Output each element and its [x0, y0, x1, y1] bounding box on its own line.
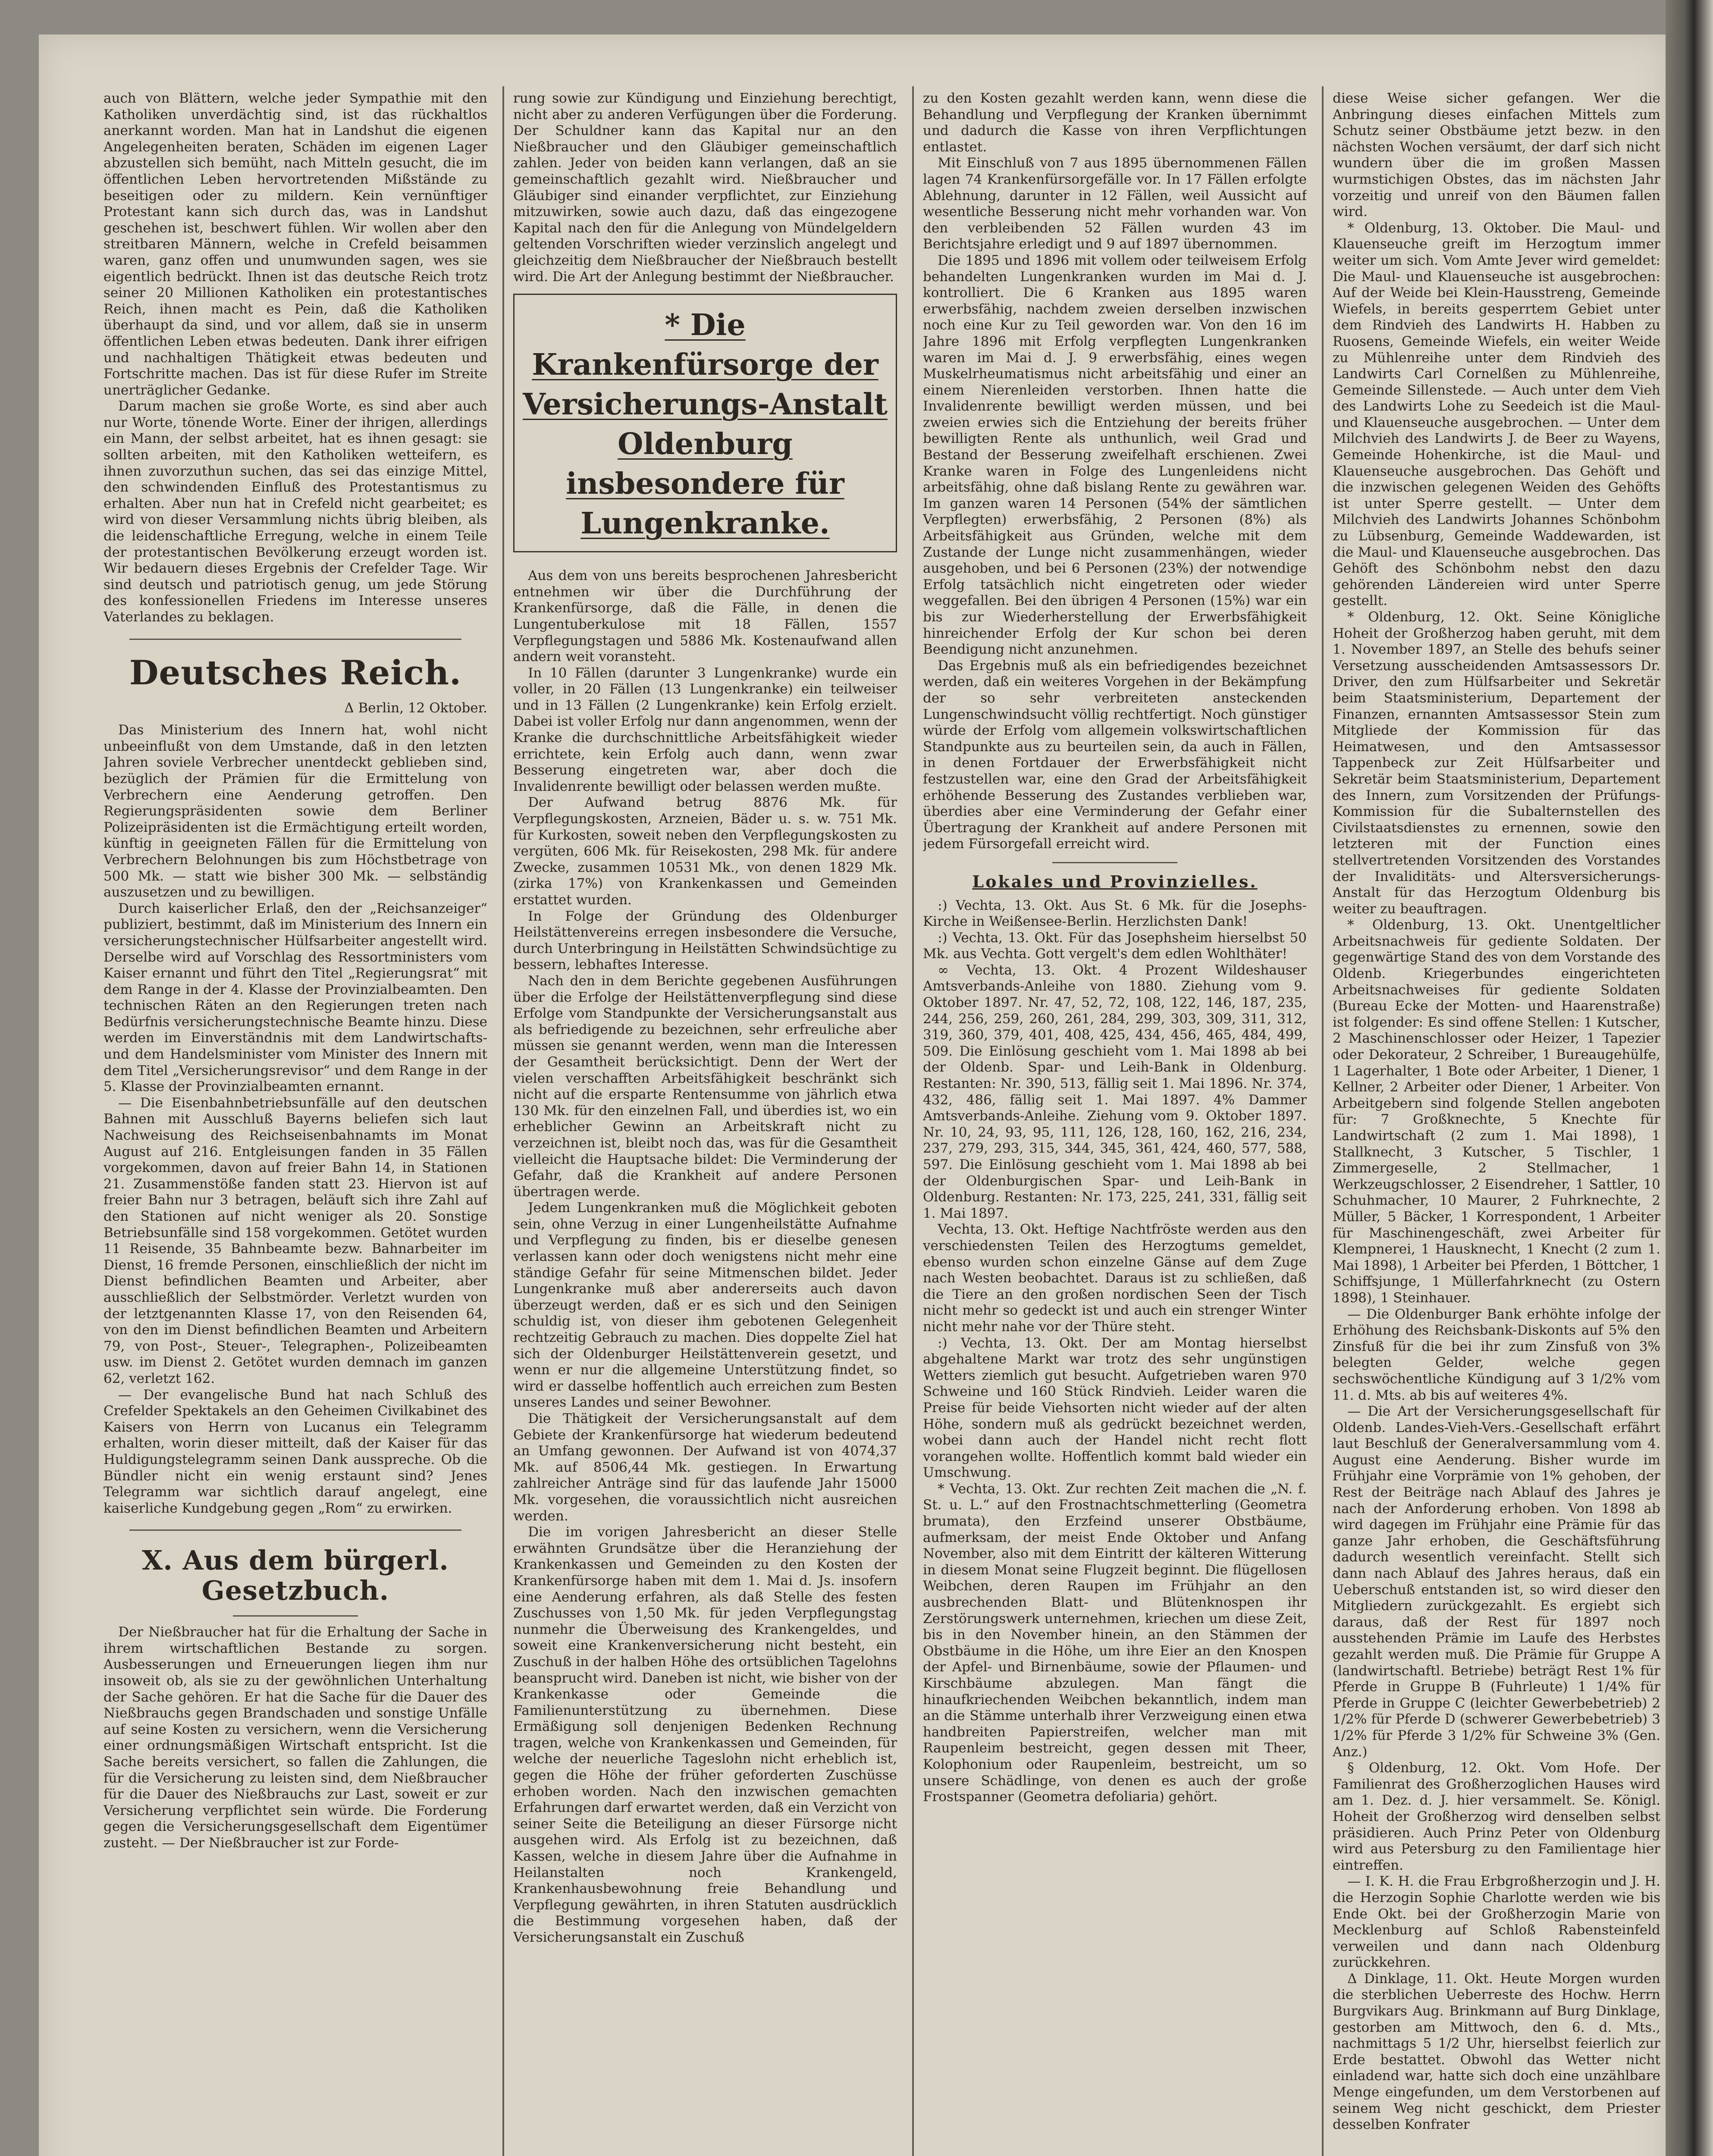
divider: [233, 1615, 358, 1617]
paragraph: :) Vechta, 13. Okt. Der am Montag hierselbst abgehaltene Markt war trotz des sehr ungünstigen Wetters ziemlich gut besucht. Aufgetrieben waren 970 Schweine und 160 Stück Rindvieh. Leider waren die Preise für beide Viehsorten nicht wieder auf der alten Höhe, sondern muß als gedrückt bezeichnet werden, wobei dann auch der Handel nicht recht flott vorangehen wollte. Hoffentlich kommt bald wieder ein Umschwung.: [923, 1335, 1307, 1481]
paragraph: ∞ Vechta, 13. Okt. 4 Prozent Wildeshauser Amtsverbands-Anleihe von 1880. Ziehung vom 9. Oktober 1897. Nr. 47, 52, 72, 108, 122, 146, 187, 235, 244, 256, 259, 260, 261, 284, 299, 303, 309, 311, 312, 319, 360, 379, 401, 408, 425, 434, 456, 465, 484, 499, 509. Die Einlösung geschieht vom 1. Mai 1898 ab bei der Oldenb. Spar- und Leih-Bank in Oldenburg. Restanten: Nr. 390, 513, fällig seit 1. Mai 1896. Nr. 374, 432, 486, fällig seit 1. Mai 1897. 4% Dammer Amtsverbands-Anleihe. Ziehung vom 9. Oktober 1897. Nr. 10, 24, 93, 95, 111, 126, 128, 160, 162, 216, 234, 237, 279, 293, 315, 344, 345, 361, 424, 460, 577, 588, 597. Die Einlösung geschieht vom 1. Mai 1898 ab bei der Oldenburgischen Spar- und Leih-Bank in Oldenburg. Restanten: Nr. 173, 225, 241, 331, fällig seit 1. Mai 1897.: [923, 962, 1307, 1221]
dateline: Δ Berlin, 12 Oktober.: [344, 700, 487, 716]
paragraph: Die im vorigen Jahresbericht an dieser Stelle erwähnten Grundsätze über die Heranziehung der Krankenkassen und Gemeinden zu den Kosten der Krankenfürsorge haben mit dem 1. Mai d. Js. insofern eine Aenderung erfahren, als daß Stelle des festen Zuschusses von 1,50 Mk. für jeden Verpflegungstag nunmehr die Überweisung des Krankengeldes, und soweit eine Krankenversicherung nicht besteht, ein Zuschuß in der halben Höhe des ortsüblichen Tagelohns beansprucht wird. Daneben ist nicht, wie bisher von der Krankenkasse oder Gemeinde die Familienunterstützung zu übernehmen. Diese Ermäßigung soll denjenigen Bedenken Rechnung tragen, welche von Krankenkassen und Gemeinden, für welche der neuerliche Tageslohn nicht erheblich ist, gegen die Höhe der früher geforderten Zuschüsse erhoben worden. Nach den inzwischen gemachten Erfahrungen darf erwartet werden, daß ein Verzicht von seiner Seite die Beteiligung an dieser Fürsorge nicht ausgehen wird. Als Erfolg ist zu bezeichnen, daß Kassen, welche in diesem Jahre über die Aufnahme in Heilanstalten noch Krankengeld, Krankenhausbewohnung freie Behandlung und Verpflegung gewährten, in ihren Statuten ausdrücklich die Bestimmung vorgesehen haben, daß der Versicherungsanstalt ein Zuschuß: [513, 1524, 897, 1945]
column-3: [923, 91, 1307, 2156]
newspaper-page: [39, 34, 1669, 2156]
divider: [1052, 862, 1177, 863]
paragraph: * Oldenburg, 12. Okt. Seine Königliche Hoheit der Großherzog haben geruht, mit dem 1. November 1897, an Stelle des behufs seiner Versetzung ausscheidenden Amtsassessors Dr. Driver, den zum Hülfsarbeiter und Sekretär beim Staatsministerium, Departement der Finanzen, ernannten Amtsassessor Stein zum Mitgliede der Kommission für das Heimatwesen, und den Amtsassessor Tappenbeck zur Zeit Hülfsarbeiter und Sekretär beim Staatsministerium, Departement des Innern, zum Vorsitzenden der Prüfungs-Kommission für die Subalternstellen des Civilstaatsdienstes zu ernennen, sowie den letzteren mit der Function eines stellvertretenden Vorsitzenden des Vorstandes der Invaliditäts- und Altersversicherungs-Anstalt für das Herzogtum Oldenburg bis weiter zu beauftragen.: [1333, 609, 1660, 917]
paragraph: Δ Dinklage, 11. Okt. Heute Morgen wurden die sterblichen Ueberreste des Hochw. Herrn Burgvikars Aug. Brinkmann auf Burg Dinklage, gestorben am Mittwoch, den 6. d. Mts., nachmittags 5 1/2 Uhr, hierselbst feierlich zur Erde bestattet. Obwohl das Wetter nicht einladend war, hatte sich doch eine unzählbare Menge eingefunden, um dem Verstorbenen auf seinem Weg nicht geschickt, dem Priester desselben Konfrater: [1333, 1971, 1660, 2133]
column-rule: [912, 86, 914, 2156]
paragraph: Aus dem von uns bereits besprochenen Jahresbericht entnehmen wir über die Durchführung der Krankenfürsorge, daß die Fälle, in denen die Lungentuberkulose mit 18 Fällen, 1557 Verpflegungstagen und 5886 Mk. Kostenaufwand allen andern weit voransteht.: [513, 568, 897, 665]
paragraph: Mit Einschluß von 7 aus 1895 übernommenen Fällen lagen 74 Krankenfürsorgefälle vor. In 17 Fällen erfolgte Ablehnung, darunter in 12 Fällen, weil Aussicht auf wesentliche Besserung nicht mehr vorhanden war. Von den verbleibenden 52 Fällen wurden 43 im Berichtsjahre erledigt und 9 auf 1897 übernommen.: [923, 155, 1307, 252]
paragraph: § Oldenburg, 12. Okt. Vom Hofe. Der Familienrat des Großherzoglichen Hauses wird am 1. Dez. d. J. hier versammelt. Se. Königl. Hoheit der Großherzog wird denselben selbst präsidieren. Auch Prinz Peter von Oldenburg wird aus Petersburg zu den Familientage hier eintreffen.: [1333, 1760, 1660, 1873]
paragraph: Vechta, 13. Okt. Heftige Nachtfröste werden aus den verschiedensten Teilen des Herzogtums gemeldet, ebenso wurden schon einzelne Gänse auf dem Zuge nach Westen beobachtet. Daraus ist zu schließen, daß die Tiere an den großen nordischen Seen der Tisch nicht mehr so gedeckt ist und auch ein strenger Winter nicht mehr nahe vor der Thüre steht.: [923, 1222, 1307, 1335]
paragraph: Die 1895 und 1896 mit vollem oder teilweisem Erfolg behandelten Lungenkranken wurden im Mai d. J. kontrolliert. Die 6 Kranken aus 1895 waren erwerbsfähig, nachdem zweien derselben inzwischen noch eine Kur zu Teil geworden war. Von den 16 im Jahre 1896 mit Erfolg verpflegten Lungenkranken waren im Mai d. J. 9 erwerbsfähig, eines wegen Muskelrheumatismus nicht arbeitsfähig und einer an einem Nierenleiden verstorben. Ihnen hatte die Invalidenrente bewilligt werden müssen, und bei zweien erwies sich die Entziehung der bereits früher bewilligten Rente als unthunlich, weil Grad und Bestand der Besserung zweifelhaft erschienen. Zwei Kranke waren in Folge des Lungenleidens nicht arbeitsfähig, ohne daß bislang Rente zu gewähren war. Im ganzen waren 14 Personen (54% der sämtlichen Verpflegten) erwerbsfähig, 2 Personen (8%) als Arbeitsfähigkeit aus Gründen, welche mit dem Zustande der Lunge nicht zusammenhängen, wieder ausgehoben, und bei 6 Personen (23%) der notwendige Erfolg tatsächlich nicht eingetreten oder wieder weggefallen. Bei den übrigen 4 Personen (15%) war ein bis zur Wiederherstellung der Erwerbsfähigkeit hinreichender Erfolg der Kur schon bei deren Beendigung nicht anzunehmen.: [923, 252, 1307, 658]
column-rule: [502, 86, 504, 2156]
paragraph: Das Ministerium des Innern hat, wohl nicht unbeeinflußt von dem Umstande, daß in den letzten Jahren soviele Verbrecher unentdeckt geblieben sind, bezüglich der Prämien für die Ermittelung von Verbrechern eine Aenderung getroffen. Den Regierungspräsidenten sowie dem Berliner Polizeipräsidenten ist die Ermächtigung erteilt worden, künftig in geeigneten Fällen für die Ermittelung von Verbrechern Belohnungen bis zum Höchstbetrage von 500 Mk. — statt wie bisher 300 Mk. — selbständig auszusetzen und zu bewilligen.: [104, 722, 487, 900]
col1-top-text: [104, 91, 487, 626]
paragraph: In 10 Fällen (darunter 3 Lungenkranke) wurde ein voller, in 20 Fällen (13 Lungenkranke) ein teilweiser und in 13 Fällen (2 Lungenkranke) kein Erfolg erzielt. Dabei ist voller Erfolg nur dann angenommen, wenn der Kranke die durchschnittliche Arbeitsfähigkeit wieder errichtete, kein Erfolg auch dann, wenn zwar Besserung eingetreten war, aber doch die Invalidenrente bewilligt oder belassen werden mußte.: [513, 665, 897, 794]
paragraph: Der Nießbraucher hat für die Erhaltung der Sache in ihrem wirtschaftlichen Bestande zu sorgen. Ausbesserungen und Erneuerungen liegen ihm nur insoweit ob, als sie zu der gewöhnlichen Unterhaltung der Sache gehören. Er hat die Sache für die Dauer des Nießbrauchs gegen Brandschaden und sonstige Unfälle auf seine Kosten zu versichern, wenn die Versicherung einer ordnungsmäßigen Wirtschaft entspricht. Ist die Sache bereits versichert, so fallen die Zahlungen, die für die Versicherung zu leisten sind, dem Nießbraucher für die Dauer des Nießbrauchs zur Last, soweit er zur Versicherung verpflichtet sein würde. Die Forderung gegen die Versicherungsgesellschaft dem Eigentümer zusteht. — Der Nießbraucher ist zur Forde-: [104, 1624, 487, 1851]
section-title-deutsches-reich: Deutsches Reich.: [129, 653, 462, 693]
paragraph: * Vechta, 13. Okt. Zur rechten Zeit machen die „N. f. St. u. L.“ auf den Frostnachtschmetterling (Geometra brumata), den Erzfeind unserer Obstbäume, aufmerksam, der meist Ende Oktober und Anfang November, also mit dem Eintritt der kälteren Witterung in diesem Monat seine Flugzeit beginnt. Die flügellosen Weibchen, deren Raupen im Frühjahr an den ausbrechenden Blatt- und Blütenknospen ihr Zerstörungswerk unternehmen, kriechen um diese Zeit, bis in den November hinein, an den Stämmen der Obstbäume in die Höhe, um ihre Eier an den Knospen der Apfel- und Birnenbäume, sowie der Pflaumen- und Kirschbäume abzulegen. Man fängt die hinaufkriechenden Weibchen bekanntlich, indem man an die Stämme unterhalb ihrer Verzweigung einen etwa handbreiten Papierstreifen, welcher man mit Raupenleim bestreicht, gegen dessen mit Theer, Kolophonium oder Raupenleim, bestreicht, um so unsere Schädlinge, von denen es auch der große Frostspanner (Geometra defoliaria) gehört.: [923, 1481, 1307, 1805]
paragraph: zu den Kosten gezahlt werden kann, wenn diese die Behandlung und Verpflegung der Kranken übernimmt und dadurch die Kasse von ihren Verpflichtungen entlastet.: [923, 91, 1307, 155]
paragraph: — Die Oldenburger Bank erhöhte infolge der Erhöhung des Reichsbank-Diskonts auf 5% den Zinsfuß für die bei ihr zum Zinsfuß von 3% belegten Gelder, welche gegen sechswöchentliche Kündigung auf 3 1/2% vom 11. d. Mts. ab bis auf weiteres 4%.: [1333, 1306, 1660, 1403]
divider: [129, 639, 461, 640]
paragraph: Der Aufwand betrug 8876 Mk. für Verpflegungskosten, Arzneien, Bäder u. s. w. 751 Mk. für Kurkosten, soweit neben den Verpflegungskosten zu vergüten, 606 Mk. für Reisekosten, 298 Mk. für andere Zwecke, zusammen 10531 Mk., von denen 1829 Mk. (zirka 17%) von Krankenkassen und Gemeinden erstattet wurden.: [513, 795, 897, 908]
paragraph: Das Ergebnis muß als ein befriedigendes bezeichnet werden, daß ein weiteres Vorgehen in der Bekämpfung der so sehr verbreiteten ansteckenden Lungenschwindsucht völlig rechtfertigt. Noch günstiger würde der Erfolg vom allgemein volkswirtschaftlichen Standpunkte aus zu beurteilen sein, da auch in Fällen, in denen Fortdauer der Erwerbsfähigkeit nicht festzustellen war, eine den Grad der Arbeitsfähigkeit erhöhende Besserung des Zustandes verblieben war, überdies aber eine Verminderung der Gefahr einer Übertragung der Krankheit auf andere Personen mit jedem Fürsorgefall erreicht wird.: [923, 658, 1307, 852]
paragraph: — I. K. H. die Frau Erbgroßherzogin und J. H. die Herzogin Sophie Charlotte werden wie bis Ende Okt. bei der Großherzogin Marie von Mecklenburg auf Schloß Rabensteinfeld verweilen und dann nach Oldenburg zurückkehren.: [1333, 1874, 1660, 1971]
divider: [129, 1529, 461, 1531]
article-title-krankenfuersorge: * Die Krankenfürsorge der Versicherungs-Anstalt Oldenburg insbesondere für Lungenkranke.: [513, 294, 897, 552]
column-2: [513, 91, 897, 2156]
column-4: [1333, 91, 1660, 2156]
column-rule: [1322, 86, 1324, 2156]
paragraph: :) Vechta, 13. Okt. Für das Josephsheim hierselbst 50 Mk. aus Vechta. Gott vergelt's dem edlen Wohlthäter!: [923, 930, 1307, 962]
paragraph: rung sowie zur Kündigung und Einziehung berechtigt, nicht aber zu anderen Verfügungen über die Forderung. Der Schuldner kann das Kapital nur an den Nießbraucher und den Gläubiger gemeinschaftlich zahlen. Jeder von beiden kann verlangen, daß an sie gemeinschaftlich gezahlt wird. Nießbraucher und Gläubiger sind einander verpflichtet, zur Einziehung mitzuwirken, sowie auch dazu, daß das eingezogene Kapital nach den für die Anlegung von Mündelgeldern geltenden Vorschriften wieder verzinslich angelegt und gleichzeitig dem Nießbraucher der Nießbrauch bestellt wird. Die Art der Anlegung bestimmt der Nießbraucher.: [513, 91, 897, 285]
paragraph: auch von Blättern, welche jeder Sympathie mit den Katholiken unverdächtig sind, ist das rückhaltlos anerkannt worden. Man hat in Landshut die eigenen Angelegenheiten beraten, Schäden im eigenen Lager abzustellen sich bemüht, nach Mitteln gesucht, die im öffentlichen Leben hervortretenden Mißstände zu beseitigen oder zu mildern. Kein vernünftiger Protestant kann sich durch das, was in Landshut geschehen ist, beschwert fühlen. Wir wollen aber den streitbaren Männern, welche in Crefeld beisammen waren, ganz offen und unumwunden sagen, wes sie eigentlich bedrückt. Ihnen ist das deutsche Reich trotz seiner 20 Millionen Katholiken ein protestantisches Reich, ihnen macht es Pein, daß die Katholiken überhaupt da sind, und vor allem, daß sie in unserm öffentlichen Leben etwas bedeuten. Dank ihrer eifrigen und nachhaltigen Thätigkeit etwas bedeuten und Fortschritte machen. Das ist für diese Rufer im Streite unerträglicher Gedanke.: [104, 91, 487, 398]
section-title-gesetzbuch: X. Aus dem bürgerl. Gesetzbuch.: [142, 1545, 449, 1607]
column-1: [104, 91, 487, 2156]
paragraph: — Der evangelische Bund hat nach Schluß des Crefelder Spektakels an den Geheimen Civilkabinet des Kaisers von Herrn von Lucanus ein Telegramm erhalten, worin dieser mitteilt, daß der Kaiser für das Huldigungstelegramm seinen Dank ausspreche. Ob die Bündler nicht ein wenig erstaunt sind? Jenes Telegramm war sichtlich darauf angelegt, eine kaiserliche Kundgebung gegen „Rom“ zu erwirken.: [104, 1387, 487, 1516]
paragraph: :) Vechta, 13. Okt. Aus St. 6 Mk. für die Josephs-Kirche in Weißensee-Berlin. Herzlichsten Dank!: [923, 897, 1307, 930]
paragraph: Jedem Lungenkranken muß die Möglichkeit geboten sein, ohne Verzug in einer Lungenheilstätte Aufnahme und Verpflegung zu finden, bis er dieselbe genesen verlassen kann oder doch wenigstens nicht mehr eine ständige Gefahr für seine Mitmenschen bildet. Jeder Lungenkranke muß aber andererseits auch davon überzeugt werden, daß er es sich und den Seinigen schuldig ist, von dieser ihm gebotenen Gelegenheit rechtzeitig Gebrauch zu machen. Dies doppelte Ziel hat sich der Oldenburger Heilstättenverein gesetzt, und wenn er nur die allgemeine Unterstützung findet, so wird er dasselbe hoffentlich auch erreichen zum Besten unseres Landes und seiner Bewohner.: [513, 1200, 897, 1410]
book-binding-edge: [1666, 0, 1713, 2156]
paragraph: diese Weise sicher gefangen. Wer die Anbringung dieses einfachen Mittels zum Schutz seiner Obstbäume jetzt bezw. in den nächsten Wochen versäumt, der darf sich nicht wundern über die im großen Massen wurmstichigen Obstes, das im nächsten Jahr vorzeitig und unreif von den Bäumen fallen wird.: [1333, 91, 1660, 220]
paragraph: — Die Eisenbahnbetriebsunfälle auf den deutschen Bahnen mit Ausschluß Bayerns beliefen sich laut Nachweisung des Reichseisenbahnamts im Monat August auf 216. Entgleisungen fanden in 35 Fällen vorgekommen, davon auf freier Bahn 14, in Stationen 21. Zusammenstöße fanden statt 23. Hiervon ist auf freier Bahn nur 3 betragen, beläuft sich ihre Zahl auf den Stationen auf nicht weniger als 20. Sonstige Betriebsunfälle sind 158 vorgekommen. Getötet wurden 11 Reisende, 35 Bahnbeamte bezw. Bahnarbeiter im Dienst, 16 fremde Personen, einschließlich der nicht im Dienst befindlichen Beamten und Arbeiter, aber ausschließlich der Selbstmörder. Verletzt wurden von der letztgenannten Klasse 17, von den Reisenden 64, von den im Dienst befindlichen Beamten und Arbeitern 79, von Post-, Steuer-, Telegraphen-, Polizeibeamten usw. im Dienst 2. Getötet wurden demnach im ganzen 62, verletzt 162.: [104, 1095, 487, 1386]
paragraph: Durch kaiserlicher Erlaß, den der „Reichsanzeiger“ publiziert, bestimmt, daß im Ministerium des Innern ein versicherungstechnischer Hülfsarbeiter angestellt wird. Derselbe wird auf Vorschlag des Ressortministers vom Kaiser ernannt und führt den Titel „Regierungsrat“ mit dem Range in der 4. Klasse der Provinzialbeamten. Den technischen Räten an den Regierungen treten nach Bedürfnis versicherungstechnische Beamte hinzu. Diese werden im Einverständnis mit dem Landwirtschafts- und dem Handelsminister vom Minister des Innern mit dem Titel „Versicherungsrevisor“ und dem Range in der 5. Klasse der Provinzialbeamten ernannt.: [104, 900, 487, 1095]
paragraph: * Oldenburg, 13. Okt. Unentgeltlicher Arbeitsnachweis für gediente Soldaten. Der gegenwärtige Stand des von dem Vorstande des Oldenb. Kriegerbundes eingerichteten Arbeitsnachweises für gediente Soldaten (Bureau Ecke der Motten- und Haarenstraße) ist folgender: Es sind offene Stellen: 1 Kutscher, 2 Maschinenschlosser oder Heizer, 1 Tapezier oder Dekorateur, 2 Schreiber, 1 Bureaugehülfe, 1 Lagerhalter, 1 Bote oder Arbeiter, 1 Diener, 1 Kellner, 2 Arbeiter oder Diener, 1 Arbeiter. Von Arbeitgebern sind folgende Stellen angeboten für: 7 Großknechte, 5 Knechte für Landwirtschaft (2 zum 1. Mai 1898), 1 Stallknecht, 3 Kutscher, 5 Tischler, 1 Zimmergeselle, 2 Stellmacher, 1 Werkzeugschlosser, 2 Eisendreher, 1 Sattler, 10 Schuhmacher, 10 Maurer, 2 Fuhrknechte, 2 Müller, 5 Bäcker, 1 Korrespondent, 1 Arbeiter für Maschinengeschäft, zwei Arbeiter für Klempnerei, 1 Hausknecht, 1 Knecht (2 zum 1. Mai 1898), 1 Arbeiter bei Pferden, 1 Böttcher, 1 Schiffsjunge, 1 Müllerfahrknecht (zu Ostern 1898), 1 Steinhauer.: [1333, 917, 1660, 1306]
paragraph: — Die Art der Versicherungsgesellschaft für Oldenb. Landes-Vieh-Vers.-Gesellschaft erfährt laut Beschluß der Generalversammlung vom 4. August eine Aenderung. Bisher wurde im Frühjahr eine Vorprämie von 1% gehoben, der Rest der Beiträge nach Ablauf des Jahres je nach der Anforderung erhoben. Von 1898 ab wird dagegen im Frühjahr eine Prämie für das ganze Jahr erhoben, die Geschäftsführung dadurch wesentlich vereinfacht. Stellt sich dann nach Ablauf des Jahres heraus, daß ein Ueberschuß entstanden ist, so wird dieser den Mitgliedern zurückgezahlt. Es ergiebt sich daraus, daß der Rest für 1897 noch ausstehenden Prämie im Laufe des Herbstes gezahlt werden muß. Die Prämie für Gruppe A (landwirtschaftl. Betriebe) beträgt Rest 1% für Pferde in Gruppe B (Fuhrleute) 1 1/4% für Pferde in Gruppe C (leichter Gewerbebetrieb) 2 1/2% für Pferde D (schwerer Gewerbebetrieb) 3 1/2% für Pferde 3 1/2% für Schweine 3% (Gen. Anz.): [1333, 1404, 1660, 1760]
section-title-lokales: Lokales und Provinzielles.: [972, 871, 1258, 891]
paragraph: * Oldenburg, 13. Oktober. Die Maul- und Klauenseuche greift im Herzogtum immer weiter um sich. Vom Amte Jever wird gemeldet: Die Maul- und Klauenseuche ist ausgebrochen: Auf der Weide bei Klein-Hausstreng, Gemeinde Wiefels, in bereits gesperrtem Gebiet unter dem Rindvieh des Landwirts H. Habben zu Ruosens, Gemeinde Wiefels, ein weiter Weide zu Mühlenreihe unter dem Rindvieh des Landwirts Carl Cornelßen zu Mühlenreihe, Gemeinde Sillenstede. — Auch unter dem Vieh des Landwirts Lohe zu Seedeich ist die Maul- und Klauenseuche ausgebrochen. — Unter dem Milchvieh des Landwirts J. de Beer zu Wayens, Gemeinde Hohenkirche, ist die Maul- und Klauenseuche ausgebrochen. Das Gehöft und die inzwischen gelegenen Weiden des Gehöfts ist unter Sperre gestellt. — Unter dem Milchvieh des Landwirts Johannes Schönbohm zu Lübsenburg, Gemeinde Waddewarden, ist die Maul- und Klauenseuche ausgebrochen. Das Gehöft des Schönbohm nebst den dazu gehörenden Ländereien wird unter Sperre gestellt.: [1333, 220, 1660, 609]
paragraph: In Folge der Gründung des Oldenburger Heilstättenvereins erregen insbesondere die Versuche, durch Unterbringung in Heilstätten Schwindsüchtige zu bessern, lebhaftes Interesse.: [513, 908, 897, 973]
paragraph: Darum machen sie große Worte, es sind aber auch nur Worte, tönende Worte. Einer der ihrigen, allerdings ein Mann, der selbst arbeitet, hat es ihnen gesagt: sie sollten arbeiten, mit den Katholiken wetteifern, es ihnen zuvorzuthun suchen, das sei das einzige Mittel, den schwindenden Einfluß des Protestantismus zu erhalten. Aber nun hat in Crefeld nicht gearbeitet; es wird von dieser Versammlung nichts übrig bleiben, als die leidenschaftliche Erregung, welche in einem Teile der protestantischen Bevölkerung erzeugt worden ist. Wir bedauern dieses Ergebnis der Crefelder Tage. Wir sind deutsch und patriotisch genug, um jede Störung des konfessionellen Friedens im Interesse unseres Vaterlandes zu beklagen.: [104, 398, 487, 625]
paragraph: Die Thätigkeit der Versicherungsanstalt auf dem Gebiete der Krankenfürsorge hat wiederum bedeutend an Umfang gewonnen. Der Aufwand ist von 4074,37 Mk. auf 8506,44 Mk. gestiegen. In Erwartung zahlreicher Anträge sind für das laufende Jahr 15000 Mk. vorgesehen, die voraussichtlich nicht ausreichen werden.: [513, 1411, 897, 1524]
paragraph: Nach den in dem Berichte gegebenen Ausführungen über die Erfolge der Heilstättenverpflegung sind diese Erfolge vom Standpunkte der Versicherungsanstalt aus als befriedigende zu bezeichnen, sehr erfreuliche aber müssen sie genannt werden, wenn man die Interessen der Gesamtheit berücksichtigt. Denn der Wert der vielen verschafften Arbeitsfähigkeit beschränkt sich nicht auf die ersparte Rentensumme von jährlich etwa 130 Mk. für den einzelnen Fall, und überdies ist, wo ein erheblicher Gewinn an Arbeitskraft nicht zu verzeichnen ist, bleibt noch das, was für die Gesamtheit vielleicht die Hauptsache bildet: Die Verminderung der Gefahr, daß die Krankheit auf andere Personen übertragen werde.: [513, 973, 897, 1200]
